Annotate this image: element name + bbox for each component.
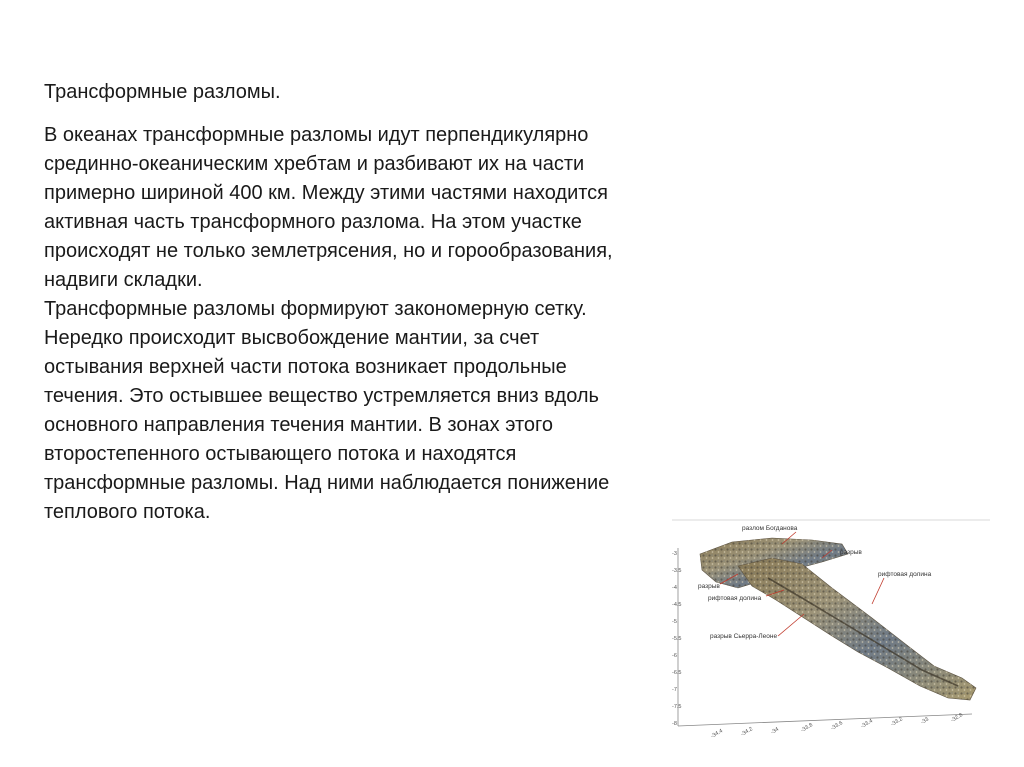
z-tick-label: -3.5 [672,568,682,574]
leader-line [872,578,884,604]
z-tick-label: -4 [672,585,677,591]
x-tick-label: -34.4 [710,728,724,740]
body-line: течения. Это остывшее вещество устремляется вниз вдоль [44,385,599,407]
z-tick-label: -6.5 [672,670,682,676]
label-sierra-leone-fault: разрыв Сьерра-Леоне [710,633,778,640]
label-rupture-top: разрыв [840,549,862,556]
body-line: примерно шириной 400 км. Между этими частями находится [44,182,609,204]
x-tick-labels [710,712,964,739]
leader-line [778,614,804,636]
body-line: основного направления течения мантии. В зонах этого [44,414,553,436]
z-tick-label: -7 [672,687,677,693]
z-tick-label: -3 [672,551,677,557]
z-tick-label: -4.5 [672,602,682,608]
z-tick-label: -7.5 [672,704,682,710]
x-tick-label: -34.2 [740,726,754,738]
body-line: активная часть трансформного разлома. На этом участке [44,211,582,233]
body-line: В океанах трансформные разломы идут перпендикулярно [44,124,589,146]
x-tick-label: -33.4 [860,718,874,730]
slide-body [44,121,804,527]
body-line: Трансформные разломы формируют закономерную сетку. [44,298,587,320]
slide-title: Трансформные разломы. [44,81,281,103]
x-tick-label: -33.2 [890,716,904,728]
x-tick-label: -33 [920,716,930,726]
z-tick-label: -5.5 [672,636,682,642]
body-line: надвиги складки. [44,269,203,291]
seafloor-relief-figure [672,518,990,764]
x-tick-label: -33.6 [830,720,844,732]
label-rift-valley-left: рифтовая долина [708,595,762,602]
body-line: остывания верхней части потока возникает продольные [44,356,567,378]
z-tick-labels [672,551,681,727]
body-line: происходят не только землетрясения, но и горообразования, [44,240,613,262]
label-bogdanov-fault: разлом Богданова [742,525,798,532]
body-line: Нередко происходит высвобождение мантии, за счет [44,327,540,349]
x-tick-label: -34 [770,726,780,736]
label-rupture-left: разрыв [698,583,720,590]
body-line: трансформные разломы. Над ними наблюдается понижение [44,472,610,494]
z-tick-label: -8 [672,721,677,727]
z-tick-label: -6 [672,653,677,659]
body-line: срединно-океаническим хребтам и разбивают их на части [44,153,585,175]
z-tick-label: -5 [672,619,677,625]
body-line: второстепенного остывающего потока и находятся [44,443,517,465]
relief-3d-plot [672,518,990,764]
x-tick-label: -32.8 [950,712,964,724]
label-rift-valley-right: рифтовая долина [878,571,932,578]
x-tick-label: -33.8 [800,722,814,734]
body-line: теплового потока. [44,501,211,523]
